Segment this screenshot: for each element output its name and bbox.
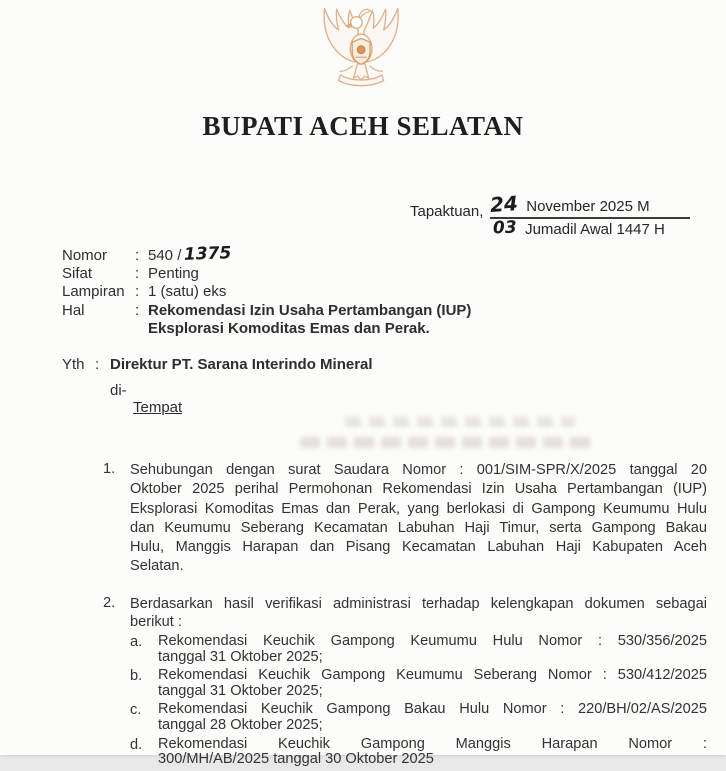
item-number: 2. [103,594,116,611]
paragraph-line: tanggal 28 Oktober 2025; [158,716,323,733]
recipient-name: Direktur PT. Sarana Interindo Mineral [110,356,373,373]
paragraph-line: tanggal 31 Oktober 2025; [158,682,323,699]
gregorian-date-line [489,191,689,219]
handwritten-hijri-day: 03 [493,217,518,239]
nomor-label: Nomor [62,247,108,264]
sub-item-c [130,702,707,733]
hal-value [148,302,471,338]
sub-item-text [158,668,707,699]
sub-item-text [158,702,707,733]
nomor-value [148,243,240,265]
paragraph-line: Rekomendasi Keuchik Gampong Manggis Harapan Nomor : [158,735,707,752]
body-item-2 [103,595,707,771]
scan-bleed-artifact [345,417,575,427]
paragraph-line: Rekomendasi Keuchik Gampong Keumumu Hulu Nomor : 530/356/2025 [158,632,707,649]
handwritten-gregorian-day: 24 [489,191,520,217]
scan-bleed-artifact [300,437,595,448]
lampiran-label: Lampiran [62,283,125,301]
item-text [130,595,707,771]
letterhead-title: BUPATI ACEH SELATAN [202,111,524,141]
sifat-label: Sifat [62,265,93,283]
hal-colon: : [135,301,140,319]
sub-item-letter: b. [130,668,143,685]
paragraph-line: dan Keumumu Seberang Kecamatan Labuhan Haji Timur, serta Gampong Bakau [130,519,707,536]
lampiran-colon: : [135,283,140,301]
sub-item-b [130,668,707,699]
letter-body [103,461,707,771]
sub-item-letter: a. [130,633,143,650]
paragraph-line: Rekomendasi Keuchik Gampong Keumumu Seberang Nomor : 530/412/2025 [158,667,707,684]
recipient-label: Yth [62,356,85,373]
sifat-value: Penting [148,265,199,283]
nomor-value-printed: 540 / [148,247,182,264]
sub-item-text [158,737,707,768]
meta-row-nomor [62,243,471,265]
meta-row-lampiran [62,283,471,301]
sub-item-d [130,737,707,768]
hal-value-line1: Rekomendasi Izin Usaha Pertambangan (IUP) [148,301,472,319]
paragraph-line: berikut : [130,614,182,631]
sub-item-list [130,634,707,768]
paragraph-line: Rekomendasi Keuchik Gampong Bakau Hulu Nomor : 220/BH/02/AS/2025 [158,701,707,718]
hal-value-line2: Eksplorasi Komoditas Emas dan Perak. [148,319,430,337]
hijri-date-line [490,219,689,238]
paragraph-line: Berdasarkan hasil verifikasi administrasi terhadap kelengkapan dokumen sebagai [130,595,707,612]
recipient-di: di- [110,382,127,399]
hal-label: Hal [62,301,85,319]
paragraph-line: Selatan. [130,558,184,575]
paragraph-line: Sehubungan dengan surat Saudara Nomor : 001/SIM-SPR/X/2025 tanggal 20 [130,462,707,478]
dateline-place: Tapaktuan, [410,203,484,220]
item-number: 1. [103,461,116,477]
dateline [410,191,690,239]
sub-item-text [158,634,707,665]
item-text [130,461,707,577]
paragraph-line: Oktober 2025 perihal Permohonan Rekomendasi Izin Usaha Pertambangan (IUP) [130,481,707,498]
dateline-dates [489,191,689,239]
paragraph-line: Hulu, Manggis Harapan dan Pisang Kecamatan Labuhan Haji Kabupaten Aceh [130,539,707,556]
body-item-1 [103,461,707,577]
gregorian-date-text: November 2025 M [526,198,650,215]
meta-row-sifat [62,265,471,283]
recipient-colon: : [95,356,100,373]
lampiran-value: 1 (satu) eks [148,283,227,301]
paragraph-line: 300/MH/AB/2025 tanggal 30 Oktober 2025 [158,751,434,768]
paragraph-line: Eksplorasi Komoditas Emas dan Perak, yang berlokasi di Gampong Keumumu Hulu [130,500,707,517]
recipient-place: Tempat [133,399,183,416]
hijri-date-text: Jumadil Awal 1447 H [525,221,665,238]
garuda-pancasila-emblem [314,2,408,109]
meta-row-hal [62,302,471,338]
letter-meta-block [62,243,472,338]
sifat-colon: : [135,265,140,283]
sub-item-a [130,634,707,665]
handwritten-nomor-suffix: 1375 [184,243,233,265]
nomor-colon: : [135,247,140,264]
sub-item-letter: c. [130,702,142,719]
recipient-line [62,356,373,373]
sub-item-letter: d. [130,736,143,753]
paragraph-line: tanggal 31 Oktober 2025; [158,648,323,665]
